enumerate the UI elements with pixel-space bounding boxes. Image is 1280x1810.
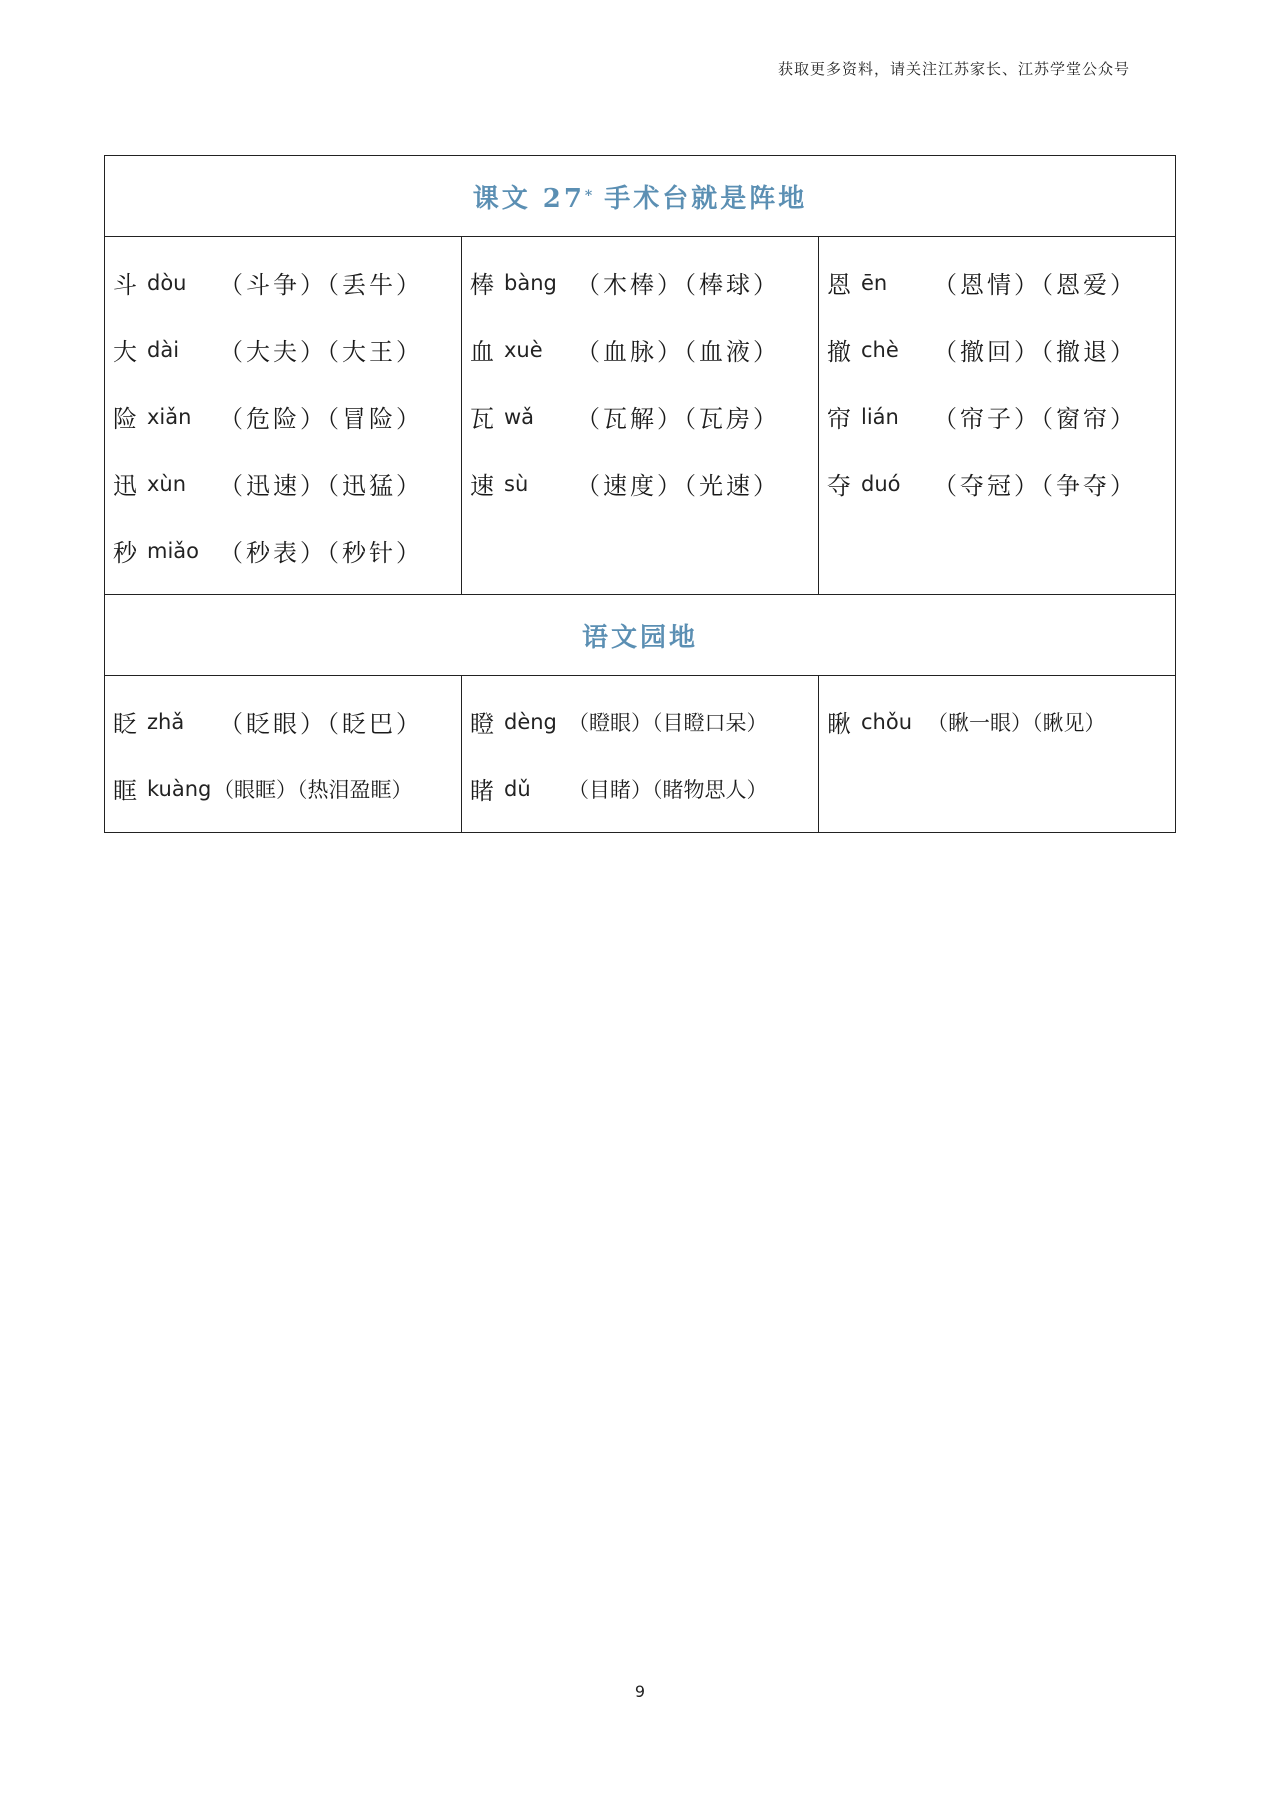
vocab-char: 瞅 — [827, 710, 851, 738]
vocab-words: （瓦解）（瓦房） — [576, 405, 780, 433]
vocab-pinyin: duó — [861, 471, 901, 496]
vocab-words: （撤回）（撤退） — [933, 338, 1137, 366]
vocab-char: 帘 — [827, 405, 851, 433]
vocab-row — [470, 755, 818, 822]
vocab-pinyin: dòu — [147, 270, 187, 295]
vocab-pinyin: xùn — [147, 471, 187, 496]
vocab-pinyin: zhǎ — [147, 709, 185, 734]
vocab-row — [113, 316, 461, 383]
vocab-words: （木棒）（棒球） — [576, 271, 780, 299]
vocab-char: 眶 — [113, 777, 137, 805]
vocab-char: 夺 — [827, 472, 851, 500]
vocab-row — [113, 755, 461, 822]
vocab-row — [827, 450, 1175, 517]
vocab-pinyin: dài — [147, 337, 180, 362]
vocab-row — [470, 316, 818, 383]
vocab-pinyin: ēn — [861, 270, 888, 295]
vocab-words: （眼眶）（热泪盈眶） — [213, 777, 413, 802]
vocab-char: 险 — [113, 405, 137, 433]
vocab-pinyin: lián — [861, 404, 899, 429]
lesson-column-1 — [105, 237, 461, 594]
vocab-row — [113, 383, 461, 450]
vocab-words: （瞅一眼）（瞅见） — [927, 710, 1106, 735]
page-number: 9 — [634, 1682, 646, 1701]
vocab-row — [113, 517, 461, 584]
vocab-row — [470, 688, 818, 755]
vocab-pinyin: dǔ — [504, 776, 531, 801]
vocab-row — [827, 249, 1175, 316]
vocabulary-table — [104, 155, 1176, 833]
vocab-char: 瞪 — [470, 710, 494, 738]
garden-grid — [105, 676, 1175, 832]
vocab-words: （危险）（冒险） — [219, 405, 423, 433]
lesson-title-tail: 手术台就是阵地 — [592, 183, 808, 214]
vocab-words: （大夫）（大王） — [219, 338, 423, 366]
empty-row — [827, 755, 1175, 822]
vocab-row — [827, 383, 1175, 450]
vocab-row — [113, 450, 461, 517]
vocab-pinyin: kuàng — [147, 776, 212, 801]
vocab-row — [470, 249, 818, 316]
vocab-char: 斗 — [113, 271, 137, 299]
lesson-column-3 — [818, 237, 1175, 594]
vocab-char: 棒 — [470, 271, 494, 299]
vocab-words: （目睹）（睹物思人） — [568, 777, 768, 802]
vocab-char: 迅 — [113, 472, 137, 500]
vocab-pinyin: bàng — [504, 270, 557, 295]
vocab-row — [470, 450, 818, 517]
lesson-title-mark: * — [584, 188, 593, 204]
vocab-words: （速度）（光速） — [576, 472, 780, 500]
vocab-pinyin: xiǎn — [147, 404, 192, 429]
lesson-column-2 — [461, 237, 818, 594]
vocab-pinyin: chǒu — [861, 709, 913, 734]
lesson-title-text: 课文 27 — [472, 183, 585, 214]
vocab-char: 血 — [470, 338, 494, 366]
header-note: 获取更多资料，请关注江苏家长、江苏学堂公众号 — [777, 60, 1130, 78]
vocab-words: （斗争）（丢牛） — [219, 271, 423, 299]
garden-column-1 — [105, 676, 461, 832]
vocab-words: （眨眼）（眨巴） — [219, 710, 423, 738]
vocab-pinyin: wǎ — [504, 404, 535, 429]
vocab-row — [113, 688, 461, 755]
garden-column-2 — [461, 676, 818, 832]
vocab-words: （迅速）（迅猛） — [219, 472, 423, 500]
vocab-words: （血脉）（血液） — [576, 338, 780, 366]
vocab-words: （瞪眼）（目瞪口呆） — [568, 710, 768, 735]
vocab-pinyin: miǎo — [147, 538, 200, 563]
vocab-char: 撤 — [827, 338, 851, 366]
vocab-char: 睹 — [470, 777, 494, 805]
vocab-pinyin: dèng — [504, 709, 557, 734]
vocab-char: 速 — [470, 472, 494, 500]
lesson-title — [105, 156, 1175, 237]
vocab-words: （帘子）（窗帘） — [933, 405, 1137, 433]
vocab-row — [827, 688, 1175, 755]
lesson-grid — [105, 237, 1175, 595]
vocab-char: 瓦 — [470, 405, 494, 433]
vocab-char: 秒 — [113, 539, 137, 567]
vocab-pinyin: xuè — [504, 337, 543, 362]
vocab-pinyin: chè — [861, 337, 899, 362]
vocab-char: 大 — [113, 338, 137, 366]
vocab-pinyin: sù — [504, 471, 529, 496]
vocab-char: 眨 — [113, 710, 137, 738]
vocab-row — [827, 316, 1175, 383]
vocab-words: （恩情）（恩爱） — [933, 271, 1137, 299]
garden-title: 语文园地 — [105, 595, 1175, 676]
vocab-char: 恩 — [827, 271, 851, 299]
vocab-row — [470, 383, 818, 450]
vocab-words: （秒表）（秒针） — [219, 539, 423, 567]
garden-column-3 — [818, 676, 1175, 832]
vocab-words: （夺冠）（争夺） — [933, 472, 1137, 500]
vocab-row — [113, 249, 461, 316]
